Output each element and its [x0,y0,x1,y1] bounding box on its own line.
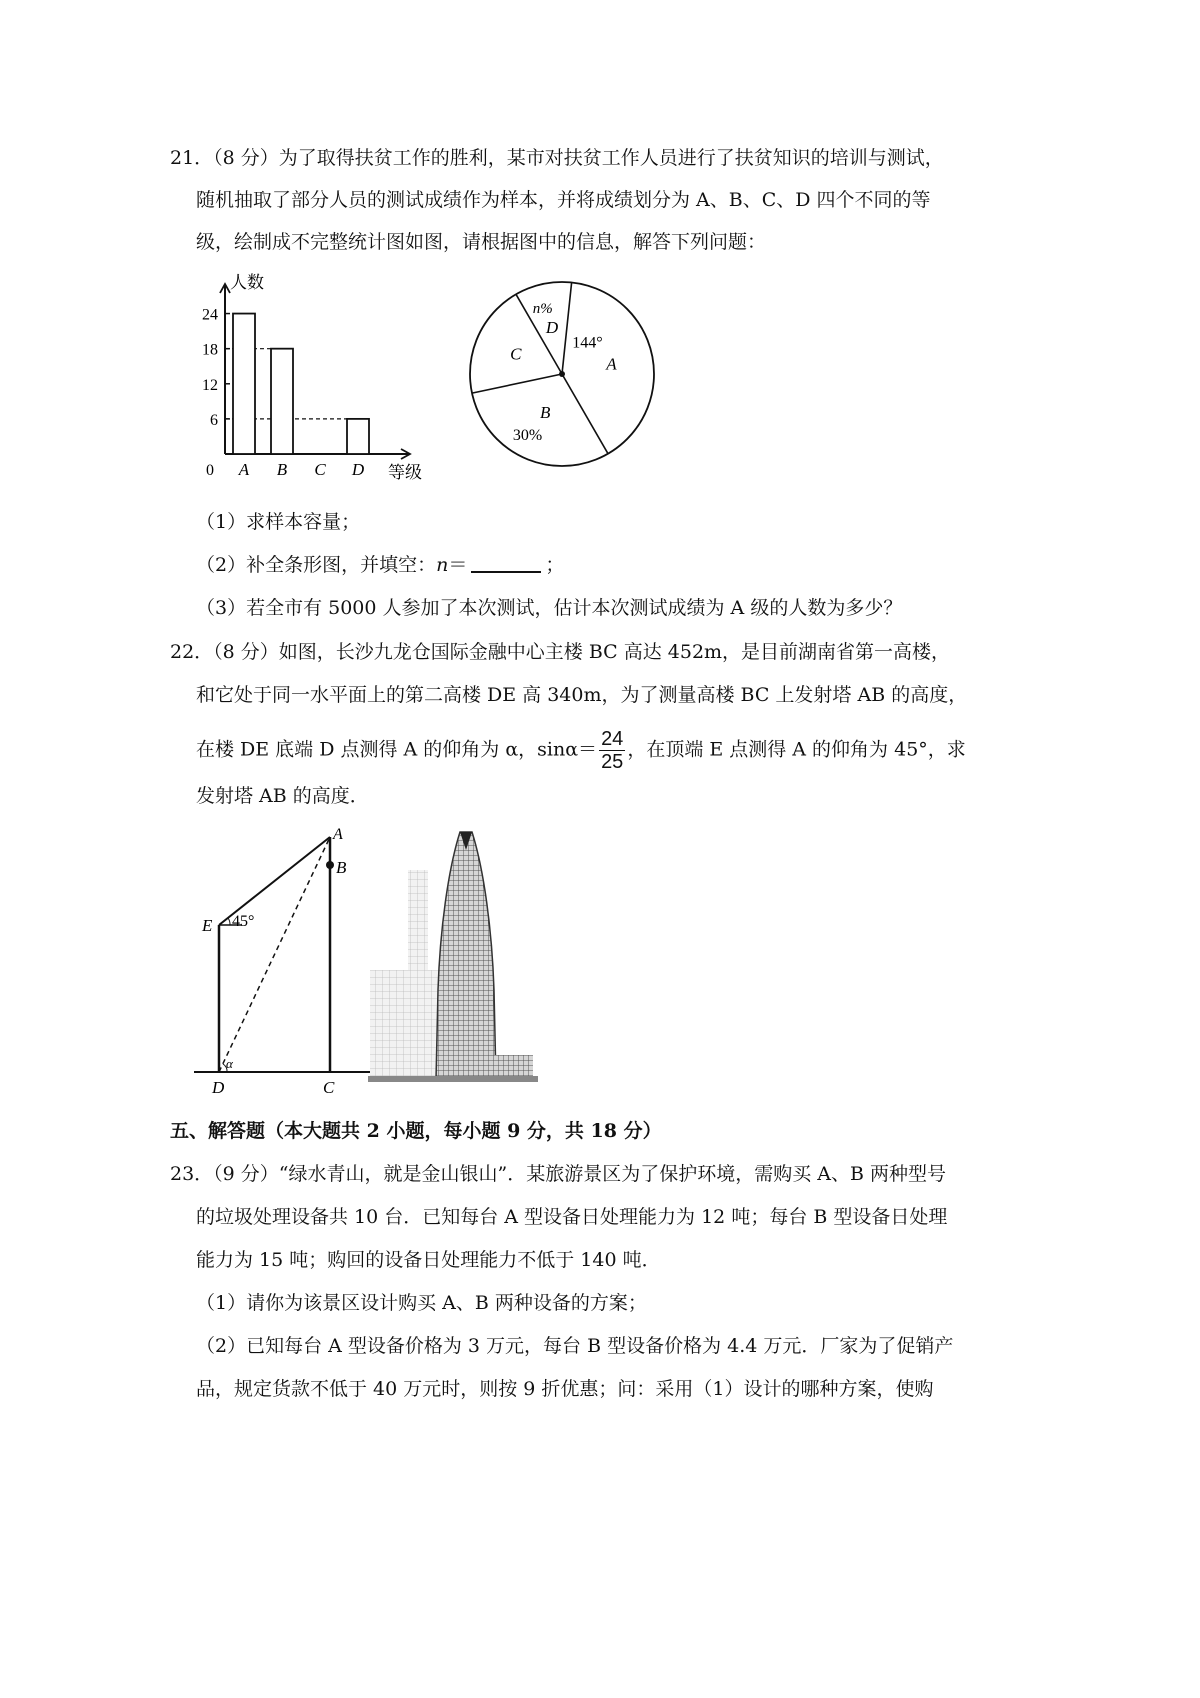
ground-strip [368,1076,538,1082]
q21-sub-1: （1）求样本容量； [196,511,361,533]
label-d: D [212,1078,225,1097]
q23-line-3: 能力为 15 吨；购回的设备日处理能力不低于 140 吨． [196,1249,661,1271]
angle45-arc [228,918,230,925]
q21-line-2: 随机抽取了部分人员的测试成绩作为样本，并将成绩划分为 A、B、C、D 四个不同的等 [196,189,931,211]
pie-value-B: 30% [512,426,543,444]
y-tick-label: 12 [202,376,218,394]
q22-line-3-pre: 在楼 DE 底端 D 点测得 A 的仰角为 α，sinα＝ [196,738,598,761]
pie-chart [466,275,666,475]
q22-line-1: 22．（8 分）如图，长沙九龙仓国际金融中心主楼 BC 高达 452m，是目前湖南省第一高楼， [170,641,951,663]
fraction-numerator: 24 [601,728,624,750]
bar-A [233,314,255,454]
bar-B [271,349,293,454]
label-alpha: α [226,1056,233,1071]
tower-body [436,832,496,1080]
label-e: E [202,916,213,935]
x-tick-label: A [238,460,250,479]
x-tick-label: D [351,460,365,479]
q23-sub-2-line-2: 品，规定货款不低于 40 万元时，则按 9 折优惠；问：采用（1）设计的哪种方案，使购 [196,1378,934,1400]
section-heading: 五、解答题（本大题共 2 小题，每小题 9 分，共 18 分） [170,1120,662,1142]
q23-line-1: 23．（9 分）“绿水青山，就是金山银山”．某旅游景区为了保护环境，需购买 A、B 两种型号 [170,1163,946,1185]
y-tick-label: 24 [202,306,218,324]
q22-line-2: 和它处于同一水平面上的第二高楼 DE 高 340m，为了测量高楼 BC 上发射塔 AB 的高度， [196,684,968,706]
pie-label-C: C [510,344,522,364]
line-da-dashed [219,837,330,1072]
label-45: 45° [232,913,255,930]
fraction-denominator: 25 [601,751,624,773]
q21-sub-2-var: n [436,554,449,576]
y-tick-label: 18 [202,341,218,359]
x-axis-label: 等级 [388,463,422,482]
q21-line-1: 21．（8 分）为了取得扶贫工作的胜利，某市对扶贫工作人员进行了扶贫知识的培训与测试， [170,147,944,169]
tower-photo [368,830,538,1100]
y-axis-label: 人数 [230,273,264,292]
pie-label-B: B [539,402,551,422]
bar-chart [180,270,440,490]
q22-line-3-post: ，在顶端 E 点测得 A 的仰角为 45°，求 [627,738,966,761]
pie-value-A: 144° [572,334,603,352]
background-building-slim [408,870,428,1080]
x-tick-label: C [314,460,326,479]
q23-line-2: 的垃圾处理设备共 10 台．已知每台 A 型设备日处理能力为 12 吨；每台 B 型设备日处理 [196,1206,948,1228]
label-c: C [323,1078,335,1097]
q22-line-4: 发射塔 AB 的高度． [196,785,369,807]
label-b: B [336,858,347,877]
pie-label-D: D [545,318,559,338]
y-tick-label: 6 [210,411,218,429]
q21-sub-2-eq: ＝ [448,554,468,576]
q21-line-3: 级，绘制成不完整统计图如图，请根据图中的信息，解答下列问题： [196,231,767,253]
background-building-left [370,970,440,1080]
q23-sub-2-line-1: （2）已知每台 A 型设备价格为 3 万元，每台 B 型设备价格为 4.4 万元．厂家为了促销产 [196,1335,954,1357]
x-tick-label: B [276,460,288,479]
answer-blank [471,555,541,573]
line-ea [219,837,330,925]
q21-sub-2-text: （2）补全条形图，并填空： [196,554,437,576]
label-a: A [333,826,343,843]
sin-fraction [599,728,625,773]
q21-sub-2 [196,553,564,577]
q22-line-3 [196,728,966,773]
y-tick-label: 0 [206,462,214,479]
pie-value-D: n% [532,300,553,317]
q21-sub-2-end: ； [545,554,565,576]
bar-D [347,419,369,454]
pie-label-A: A [606,354,617,374]
q21-sub-3: （3）若全市有 5000 人参加了本次测试，估计本次测试成绩为 A 级的人数为多少？ [196,597,903,619]
pie-center [559,371,565,377]
q23-sub-1: （1）请你为该景区设计购买 A、B 两种设备的方案； [196,1292,647,1314]
geometry-figure [190,825,380,1095]
point-b [326,861,334,869]
